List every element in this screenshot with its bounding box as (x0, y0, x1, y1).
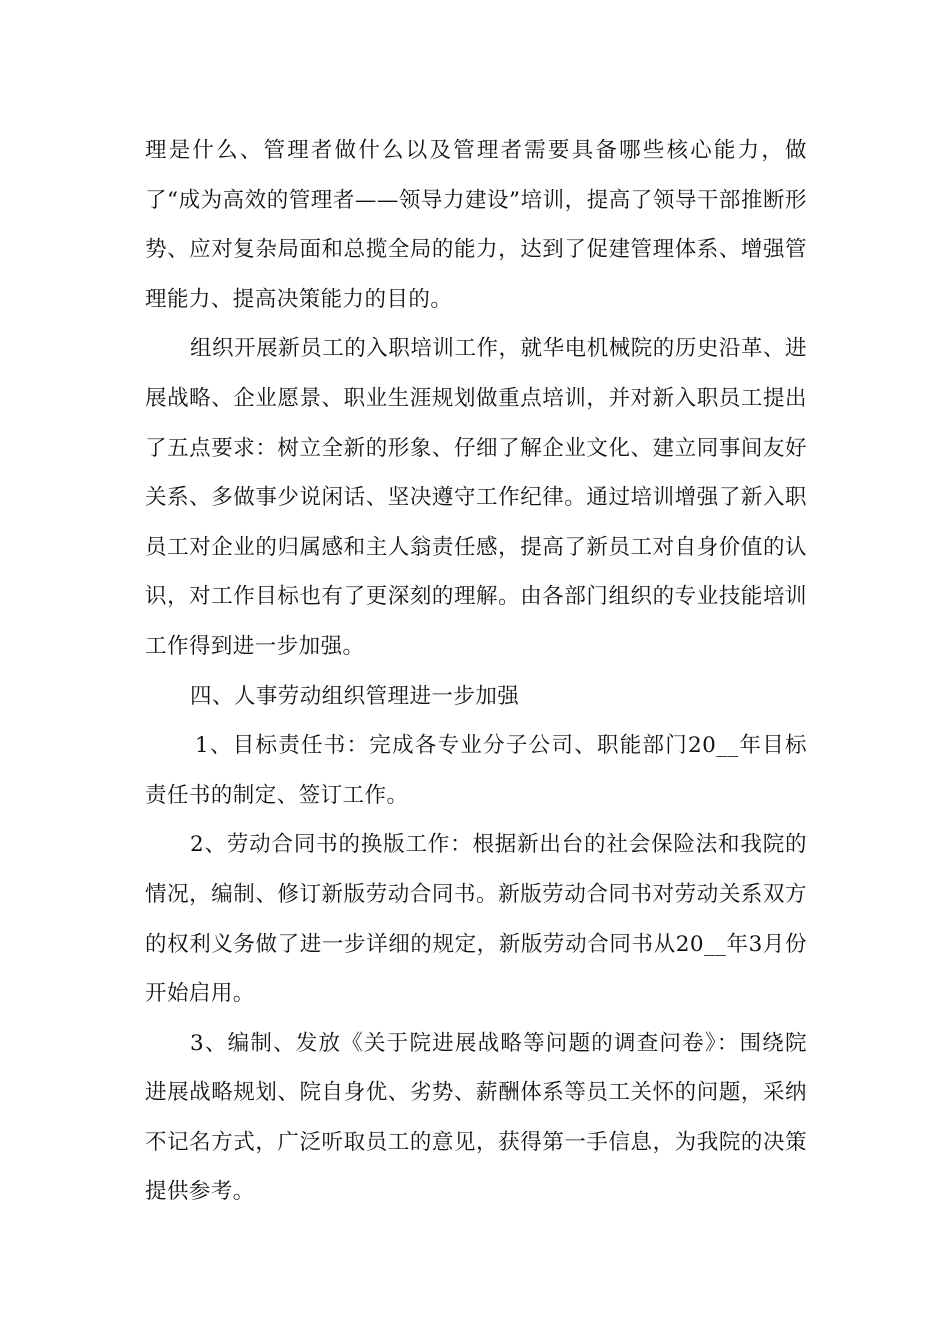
paragraph-target-responsibility: 1、目标责任书：完成各专业分子公司、职能部门20__年目标责任书的制定、签订工作。 (145, 733, 807, 808)
paragraph-management-training: 理是什么、管理者做什么以及管理者需要具备哪些核心能力，做了“成为高效的管理者——领导力建设”培训，提高了领导干部推断形势、应对复杂局面和总揽全局的能力，达到了促建管理体系、增强管理能力、提高决策能力的目的。 (145, 138, 807, 312)
paragraph-labor-contract: 2、劳动合同书的换版工作：根据新出台的社会保险法和我院的情况，编制、修订新版劳动合同书。新版劳动合同书对劳动关系双方的权利义务做了进一步详细的规定，新版劳动合同书从20__年3月份开始启用。 (145, 832, 807, 1007)
paragraph-survey-questionnaire: 3、编制、发放《关于院进展战略等问题的调查问卷》：围绕院进展战略规划、院自身优、劣势、薪酬体系等员工关怀的问题，采纳不记名方式，广泛听取员工的意见，获得第一手信息，为我院的决策提供参考。 (145, 1030, 807, 1205)
document-body (145, 126, 807, 1217)
paragraph-new-employee-training: 组织开展新员工的入职培训工作，就华电机械院的历史沿革、进展战略、企业愿景、职业生涯规划做重点培训，并对新入职员工提出了五点要求：树立全新的形象、仔细了解企业文化、建立同事间友好关系、多做事少说闲话、坚决遵守工作纪律。通过培训增强了新入职员工对企业的归属感和主人翁责任感，提高了新员工对自身价值的认识，对工作目标也有了更深刻的理解。由各部门组织的专业技能培训工作得到进一步加强。 (145, 336, 807, 659)
section-heading-personnel-management: 四、人事劳动组织管理进一步加强 (190, 683, 520, 709)
